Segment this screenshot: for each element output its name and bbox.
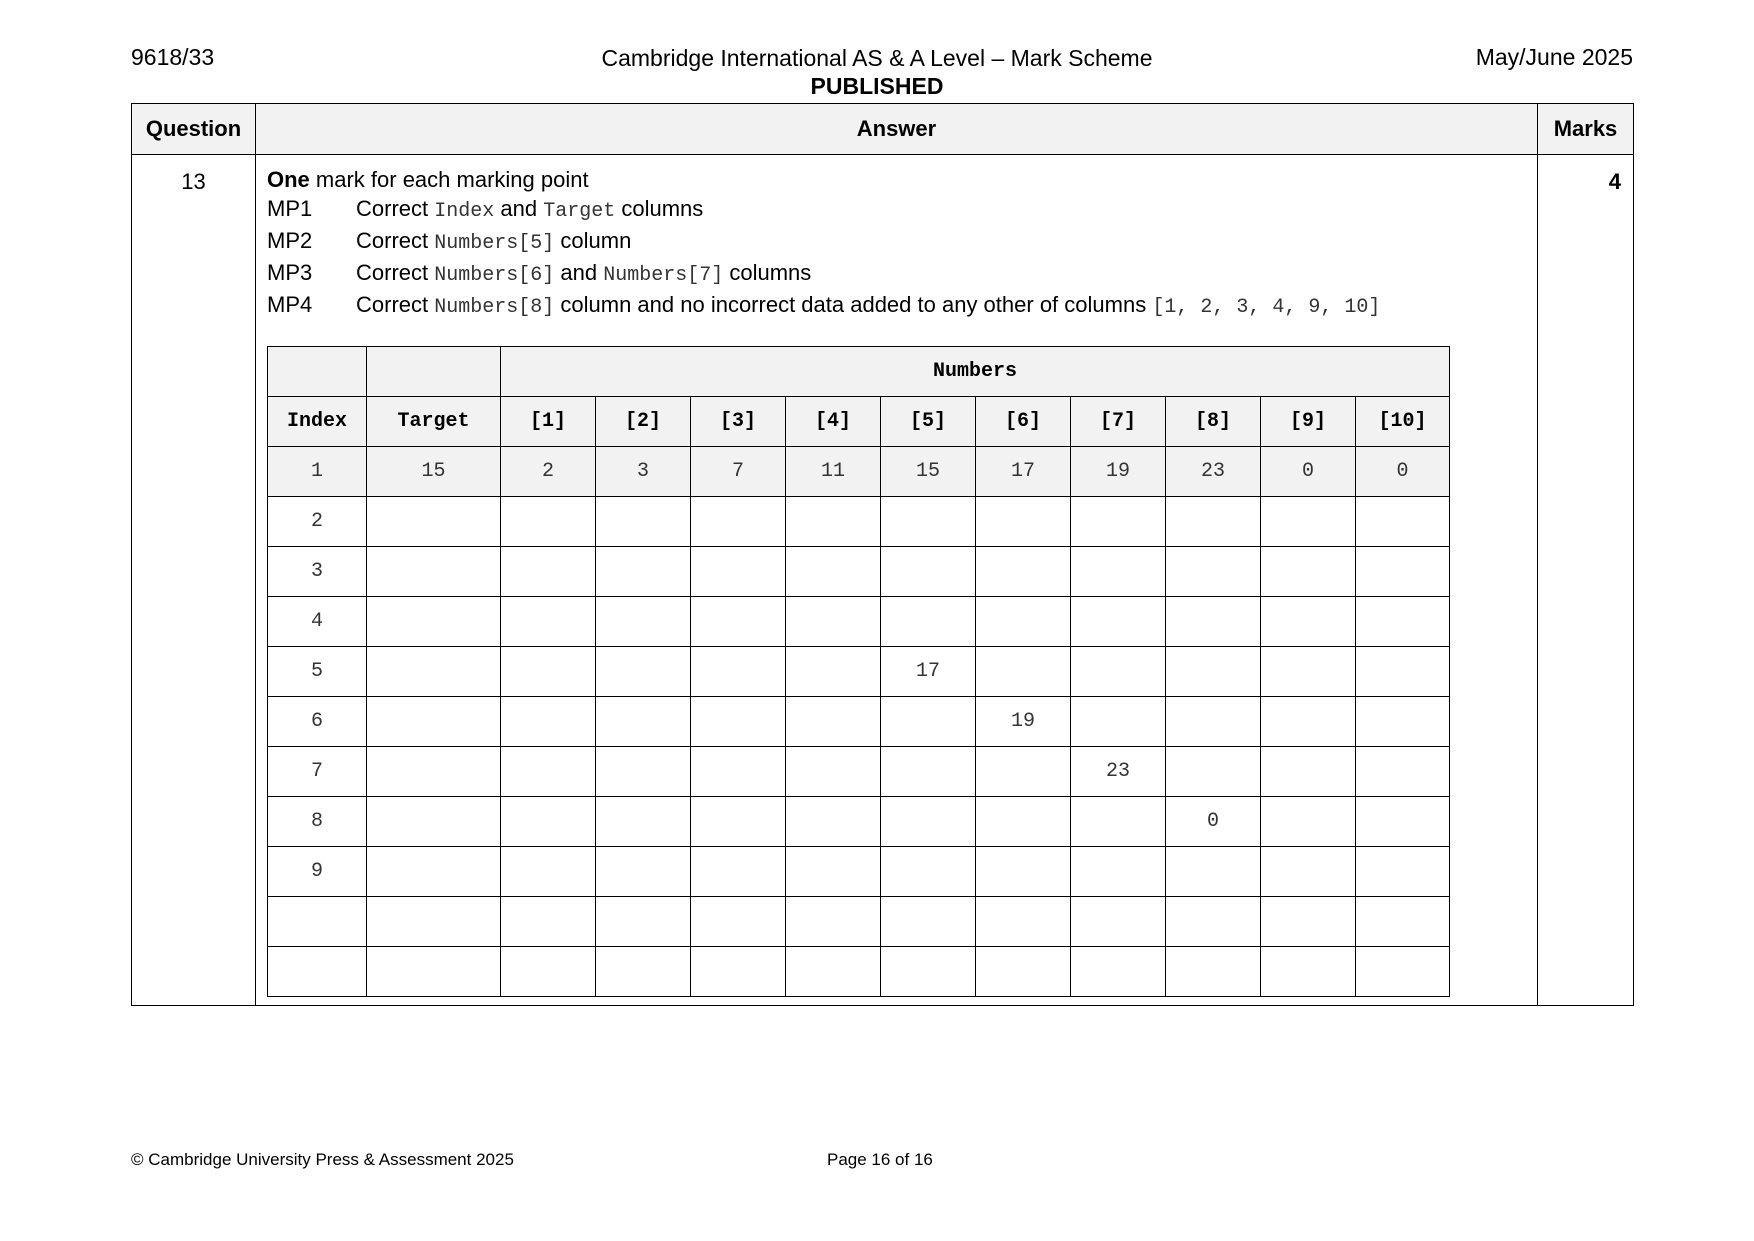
trace-cell: 0 bbox=[1356, 447, 1450, 497]
trace-cell bbox=[596, 597, 691, 647]
trace-cell bbox=[881, 947, 976, 997]
blank-header-cell bbox=[367, 347, 501, 397]
marking-point bbox=[267, 194, 1537, 226]
trace-cell: 17 bbox=[976, 447, 1071, 497]
trace-cell: 2 bbox=[268, 497, 367, 547]
trace-cell: 6 bbox=[268, 697, 367, 747]
trace-cell bbox=[881, 797, 976, 847]
marking-point-text bbox=[356, 290, 1380, 322]
trace-cell bbox=[501, 547, 596, 597]
code-identifier: Index bbox=[434, 200, 495, 223]
trace-column-header: [6] bbox=[976, 397, 1071, 447]
trace-cell: 0 bbox=[1261, 447, 1356, 497]
trace-cell: 23 bbox=[1166, 447, 1261, 497]
trace-cell bbox=[976, 847, 1071, 897]
trace-row bbox=[268, 497, 1450, 547]
trace-cell bbox=[1071, 497, 1166, 547]
mark-scheme-table bbox=[131, 103, 1634, 1006]
trace-cell bbox=[1261, 847, 1356, 897]
question-column-header: Question bbox=[132, 104, 256, 155]
trace-cell bbox=[881, 747, 976, 797]
trace-cell: 9 bbox=[268, 847, 367, 897]
paper-code: 9618/33 bbox=[131, 44, 215, 70]
trace-cell bbox=[501, 747, 596, 797]
trace-cell bbox=[596, 797, 691, 847]
trace-cell bbox=[501, 797, 596, 847]
trace-cell bbox=[501, 597, 596, 647]
marking-point-fragment: and bbox=[494, 196, 544, 221]
trace-cell bbox=[1356, 497, 1450, 547]
trace-cell bbox=[881, 847, 976, 897]
trace-cell bbox=[1356, 797, 1450, 847]
trace-cell bbox=[596, 697, 691, 747]
trace-cell bbox=[596, 547, 691, 597]
trace-cell bbox=[786, 797, 881, 847]
trace-cell bbox=[881, 597, 976, 647]
trace-column-header: [1] bbox=[501, 397, 596, 447]
trace-table bbox=[267, 346, 1450, 997]
trace-cell bbox=[691, 947, 786, 997]
trace-cell bbox=[1071, 697, 1166, 747]
trace-cell: 2 bbox=[501, 447, 596, 497]
numbers-group-header: Numbers bbox=[501, 347, 1450, 397]
trace-cell bbox=[1071, 547, 1166, 597]
trace-cell bbox=[1356, 897, 1450, 947]
trace-cell bbox=[976, 497, 1071, 547]
trace-cell bbox=[881, 547, 976, 597]
trace-cell bbox=[976, 747, 1071, 797]
trace-column-header: [8] bbox=[1166, 397, 1261, 447]
marking-point-fragment: columns bbox=[723, 260, 812, 285]
trace-cell bbox=[1166, 497, 1261, 547]
trace-cell bbox=[1166, 597, 1261, 647]
code-identifier: Numbers[5] bbox=[434, 232, 555, 255]
trace-cell bbox=[1071, 647, 1166, 697]
trace-cell bbox=[1261, 747, 1356, 797]
code-identifier: [1, 2, 3, 4, 9, 10] bbox=[1152, 296, 1381, 319]
trace-column-header: [4] bbox=[786, 397, 881, 447]
trace-cell bbox=[691, 797, 786, 847]
trace-cell bbox=[691, 747, 786, 797]
trace-cell bbox=[501, 497, 596, 547]
trace-cell bbox=[1356, 647, 1450, 697]
trace-cell bbox=[1071, 897, 1166, 947]
trace-cell bbox=[1166, 847, 1261, 897]
trace-cell bbox=[976, 597, 1071, 647]
trace-cell: 5 bbox=[268, 647, 367, 697]
trace-cell bbox=[1261, 647, 1356, 697]
trace-row bbox=[268, 897, 1450, 947]
trace-cell bbox=[786, 747, 881, 797]
trace-cell bbox=[1261, 497, 1356, 547]
trace-column-header: [10] bbox=[1356, 397, 1450, 447]
trace-cell bbox=[881, 697, 976, 747]
trace-row bbox=[268, 947, 1450, 997]
mark-scheme-header-row bbox=[132, 104, 1634, 155]
trace-cell: 8 bbox=[268, 797, 367, 847]
trace-row bbox=[268, 647, 1450, 697]
trace-cell: 3 bbox=[268, 547, 367, 597]
trace-cell: 0 bbox=[1166, 797, 1261, 847]
trace-cell bbox=[1071, 597, 1166, 647]
trace-cell bbox=[691, 597, 786, 647]
trace-cell bbox=[1261, 797, 1356, 847]
trace-cell bbox=[1261, 597, 1356, 647]
trace-cell: 23 bbox=[1071, 747, 1166, 797]
trace-cell bbox=[367, 647, 501, 697]
trace-cell bbox=[501, 697, 596, 747]
trace-cell bbox=[1356, 747, 1450, 797]
blank-header-cell bbox=[268, 347, 367, 397]
trace-cell bbox=[596, 897, 691, 947]
trace-cell bbox=[268, 897, 367, 947]
trace-cell bbox=[367, 597, 501, 647]
trace-cell: 19 bbox=[1071, 447, 1166, 497]
answer-column-header: Answer bbox=[256, 104, 1538, 155]
trace-row bbox=[268, 697, 1450, 747]
trace-cell bbox=[501, 897, 596, 947]
marking-point-fragment: and bbox=[554, 260, 604, 285]
trace-cell bbox=[1261, 547, 1356, 597]
trace-cell bbox=[596, 497, 691, 547]
trace-row bbox=[268, 447, 1450, 497]
trace-cell bbox=[1071, 847, 1166, 897]
title-line: Cambridge International AS & A Level – Mark Scheme bbox=[601, 45, 1153, 71]
trace-cell bbox=[691, 697, 786, 747]
marking-point bbox=[267, 258, 1537, 290]
marking-point-text bbox=[356, 194, 703, 226]
trace-column-header: [5] bbox=[881, 397, 976, 447]
marking-point bbox=[267, 290, 1537, 322]
trace-row bbox=[268, 597, 1450, 647]
marking-point-fragment: Correct bbox=[356, 196, 435, 221]
marking-point-fragment: Correct bbox=[356, 260, 435, 285]
trace-cell bbox=[1261, 697, 1356, 747]
trace-cell bbox=[691, 497, 786, 547]
trace-cell bbox=[501, 647, 596, 697]
trace-cell bbox=[1356, 847, 1450, 897]
marks-column-header: Marks bbox=[1538, 104, 1634, 155]
trace-column-header: [9] bbox=[1261, 397, 1356, 447]
marking-point-label: MP3 bbox=[267, 260, 313, 285]
trace-cell bbox=[691, 547, 786, 597]
trace-row bbox=[268, 797, 1450, 847]
trace-cell bbox=[1166, 897, 1261, 947]
trace-cell bbox=[501, 947, 596, 997]
trace-cell bbox=[596, 647, 691, 697]
trace-cell bbox=[976, 547, 1071, 597]
trace-cell bbox=[691, 647, 786, 697]
marking-point-text bbox=[356, 258, 811, 290]
trace-column-header: Target bbox=[367, 397, 501, 447]
trace-cell bbox=[691, 847, 786, 897]
trace-cell bbox=[1356, 697, 1450, 747]
exam-session: May/June 2025 bbox=[1475, 44, 1633, 70]
trace-cell bbox=[367, 847, 501, 897]
trace-cell: 19 bbox=[976, 697, 1071, 747]
trace-cell bbox=[367, 547, 501, 597]
page-number: Page 16 of 16 bbox=[827, 1150, 933, 1169]
published-label: PUBLISHED bbox=[810, 73, 944, 99]
trace-cell bbox=[1166, 547, 1261, 597]
code-identifier: Numbers[6] bbox=[434, 264, 555, 287]
trace-column-header-row bbox=[268, 397, 1450, 447]
marking-point bbox=[267, 226, 1537, 258]
marking-intro bbox=[267, 165, 1537, 194]
marking-point-label: MP1 bbox=[267, 196, 313, 221]
trace-column-header: [2] bbox=[596, 397, 691, 447]
trace-cell bbox=[1261, 897, 1356, 947]
trace-cell bbox=[1166, 697, 1261, 747]
trace-cell: 4 bbox=[268, 597, 367, 647]
trace-row bbox=[268, 847, 1450, 897]
trace-cell bbox=[786, 597, 881, 647]
trace-cell bbox=[367, 797, 501, 847]
trace-row bbox=[268, 547, 1450, 597]
trace-cell: 7 bbox=[691, 447, 786, 497]
trace-group-header-row bbox=[268, 347, 1450, 397]
trace-cell bbox=[1071, 797, 1166, 847]
marking-point-label: MP2 bbox=[267, 228, 313, 253]
trace-cell: 15 bbox=[881, 447, 976, 497]
marking-point-label: MP4 bbox=[267, 292, 313, 317]
marking-points bbox=[267, 194, 1537, 322]
trace-cell bbox=[367, 897, 501, 947]
intro-text: mark for each marking point bbox=[309, 167, 589, 192]
question-number: 13 bbox=[132, 155, 256, 1006]
marking-point-fragment: Correct bbox=[356, 228, 435, 253]
marking-point-fragment: Correct bbox=[356, 292, 435, 317]
marks-value: 4 bbox=[1538, 155, 1634, 1006]
trace-column-header: Index bbox=[268, 397, 367, 447]
trace-cell: 11 bbox=[786, 447, 881, 497]
trace-cell bbox=[1356, 947, 1450, 997]
trace-cell bbox=[1166, 947, 1261, 997]
marking-point-text bbox=[356, 226, 631, 258]
trace-cell bbox=[881, 497, 976, 547]
trace-cell bbox=[367, 697, 501, 747]
trace-cell bbox=[976, 947, 1071, 997]
code-identifier: Target bbox=[543, 200, 616, 223]
trace-cell bbox=[1356, 597, 1450, 647]
trace-cell bbox=[786, 947, 881, 997]
code-identifier: Numbers[7] bbox=[603, 264, 724, 287]
question-row bbox=[132, 155, 1634, 1006]
trace-cell bbox=[786, 847, 881, 897]
copyright-notice: © Cambridge University Press & Assessment 2025 bbox=[131, 1150, 514, 1169]
trace-cell bbox=[596, 847, 691, 897]
trace-cell bbox=[1356, 547, 1450, 597]
trace-cell bbox=[1071, 947, 1166, 997]
trace-cell bbox=[786, 897, 881, 947]
trace-cell: 3 bbox=[596, 447, 691, 497]
trace-cell: 7 bbox=[268, 747, 367, 797]
trace-cell bbox=[501, 847, 596, 897]
trace-cell bbox=[976, 647, 1071, 697]
trace-cell bbox=[367, 947, 501, 997]
trace-cell bbox=[367, 747, 501, 797]
trace-cell bbox=[596, 747, 691, 797]
marking-point-fragment: column and no incorrect data added to any other of columns bbox=[554, 292, 1153, 317]
trace-column-header: [7] bbox=[1071, 397, 1166, 447]
trace-cell bbox=[1261, 947, 1356, 997]
trace-cell bbox=[976, 897, 1071, 947]
trace-cell bbox=[786, 547, 881, 597]
marking-point-fragment: columns bbox=[615, 196, 704, 221]
intro-bold: One bbox=[267, 167, 310, 192]
trace-cell bbox=[367, 497, 501, 547]
trace-cell bbox=[786, 697, 881, 747]
trace-cell bbox=[786, 497, 881, 547]
trace-cell bbox=[596, 947, 691, 997]
trace-cell bbox=[1166, 647, 1261, 697]
trace-cell bbox=[1166, 747, 1261, 797]
code-identifier: Numbers[8] bbox=[434, 296, 555, 319]
answer-cell bbox=[256, 155, 1538, 1006]
trace-cell bbox=[268, 947, 367, 997]
trace-row bbox=[268, 747, 1450, 797]
trace-cell bbox=[976, 797, 1071, 847]
trace-column-header: [3] bbox=[691, 397, 786, 447]
trace-cell: 17 bbox=[881, 647, 976, 697]
trace-cell: 15 bbox=[367, 447, 501, 497]
trace-cell bbox=[691, 897, 786, 947]
trace-cell: 1 bbox=[268, 447, 367, 497]
trace-cell bbox=[881, 897, 976, 947]
trace-cell bbox=[786, 647, 881, 697]
marking-point-fragment: column bbox=[554, 228, 632, 253]
